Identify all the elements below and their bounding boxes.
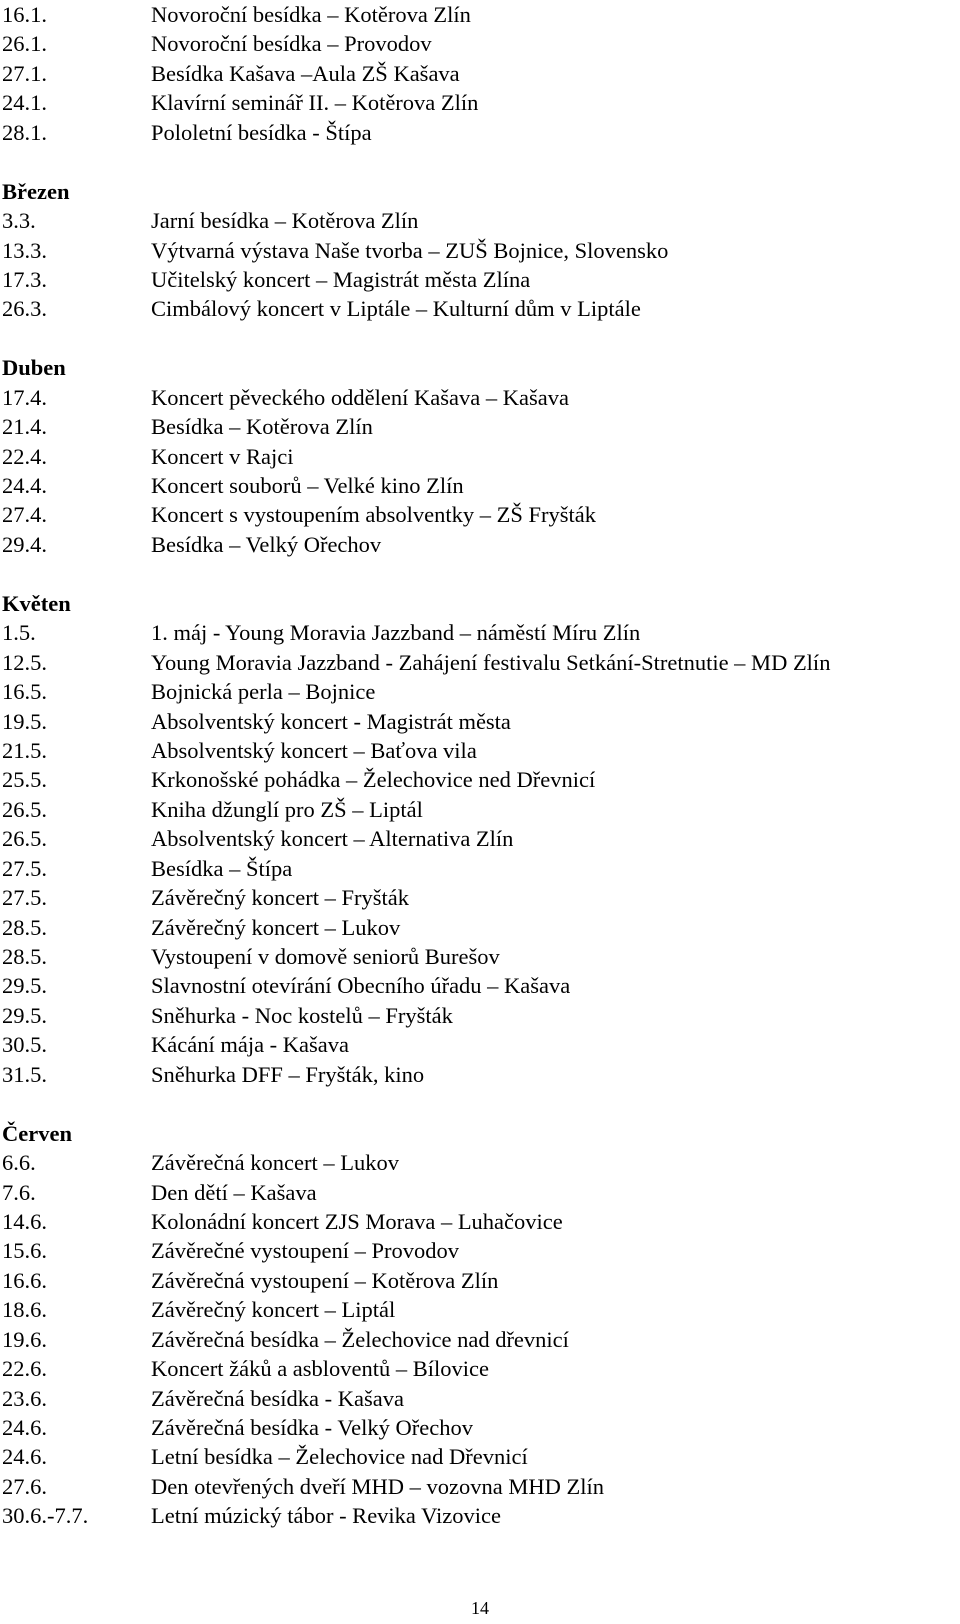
event-date: 29.4. <box>2 531 47 557</box>
schedule-row <box>2 795 952 824</box>
schedule-row <box>2 1501 952 1530</box>
event-title: Závěrečná besídka – Želechovice nad dřevnicí <box>151 1326 569 1352</box>
event-date: 28.5. <box>2 944 47 969</box>
schedule-row <box>2 265 952 294</box>
event-date: 31.5. <box>2 1061 47 1087</box>
event-title: Závěrečná besídka - Kašava <box>151 1385 404 1411</box>
event-title: Koncert souborů – Velké kino Zlín <box>151 473 464 498</box>
event-title: Letní múzický tábor - Revika Vizovice <box>151 1503 501 1529</box>
event-date: 27.5. <box>2 885 47 911</box>
event-date: 16.6. <box>2 1267 47 1293</box>
event-date: 22.4. <box>2 443 47 469</box>
event-title: Sněhurka DFF – Fryšták, kino <box>151 1061 425 1087</box>
event-title: Bojnická perla – Bojnice <box>151 679 376 705</box>
schedule-row <box>2 471 952 500</box>
schedule-row <box>2 236 952 265</box>
schedule-row <box>2 383 952 412</box>
schedule-row <box>2 677 952 706</box>
schedule-row <box>2 1413 952 1442</box>
event-date: 29.5. <box>2 1002 47 1028</box>
event-title: Novoroční besídka – Provodov <box>151 31 432 57</box>
event-date: 27.6. <box>2 1473 47 1499</box>
event-title: Učitelský koncert – Magistrát města Zlína <box>151 266 531 292</box>
schedule-row <box>2 1236 952 1265</box>
schedule-row <box>2 1295 952 1324</box>
event-title: Kolonádní koncert ZJS Morava – Luhačovice <box>151 1208 563 1234</box>
event-date: 22.6. <box>2 1356 47 1382</box>
event-title: 1. máj - Young Moravia Jazzband – náměstí Míru Zlín <box>151 620 641 646</box>
event-date: 1.5. <box>2 620 36 646</box>
event-title: Kácání mája - Kašava <box>151 1032 350 1058</box>
event-date: 16.5. <box>2 679 47 705</box>
event-title: Absolventský koncert – Baťova vila <box>151 737 477 763</box>
event-date: 17.3. <box>2 266 47 292</box>
event-title: Sněhurka - Noc kostelů – Fryšták <box>151 1002 453 1028</box>
schedule-row <box>2 1178 952 1207</box>
event-title: Slavnostní otevírání Obecního úřadu – Kašava <box>151 973 571 999</box>
event-title: Letní besídka – Želechovice nad Dřevnicí <box>151 1444 528 1470</box>
event-date: 24.1. <box>2 90 47 116</box>
schedule-row <box>2 1207 952 1236</box>
event-date: 27.1. <box>2 60 47 86</box>
schedule-row <box>2 59 952 88</box>
event-title: Výtvarná výstava Naše tvorba – ZUŠ Bojnice, Slovensko <box>151 237 669 263</box>
schedule-row <box>2 707 952 736</box>
event-date: 21.4. <box>2 414 47 440</box>
month-heading: Červen <box>2 1120 72 1146</box>
event-date: 26.5. <box>2 826 47 852</box>
event-date: 13.3. <box>2 237 47 263</box>
schedule-row <box>2 1266 952 1295</box>
schedule-row <box>2 942 952 971</box>
event-title: Pololetní besídka - Štípa <box>151 119 372 145</box>
schedule-row <box>2 971 952 1000</box>
schedule-row <box>2 1030 952 1059</box>
schedule-row <box>2 1472 952 1501</box>
event-title: Závěrečná besídka - Velký Ořechov <box>151 1415 473 1440</box>
event-title: Jarní besídka – Kotěrova Zlín <box>151 208 419 234</box>
event-date: 30.5. <box>2 1032 47 1058</box>
event-date: 21.5. <box>2 737 47 763</box>
event-date: 19.5. <box>2 708 47 734</box>
event-title: Young Moravia Jazzband - Zahájení festivalu Setkání-Stretnutie – MD Zlín <box>151 649 831 675</box>
schedule-row <box>2 1001 952 1030</box>
schedule-row <box>2 824 952 853</box>
section-spacer <box>2 1089 952 1118</box>
event-date: 6.6. <box>2 1150 36 1176</box>
schedule-row <box>2 1148 952 1177</box>
event-date: 24.6. <box>2 1415 47 1440</box>
event-title: Vystoupení v domově seniorů Burešov <box>151 944 500 969</box>
event-date: 15.6. <box>2 1238 47 1264</box>
event-title: Cimbálový koncert v Liptále – Kulturní dům v Liptále <box>151 296 641 322</box>
event-date: 29.5. <box>2 973 47 999</box>
event-title: Závěrečný koncert – Fryšták <box>151 885 410 911</box>
event-title: Besídka – Kotěrova Zlín <box>151 414 373 440</box>
schedule-row <box>2 1354 952 1383</box>
schedule-row <box>2 206 952 235</box>
event-date: 26.1. <box>2 31 47 57</box>
event-date: 16.1. <box>2 2 47 27</box>
event-date: 26.3. <box>2 296 47 322</box>
event-title: Absolventský koncert – Alternativa Zlín <box>151 826 514 852</box>
event-date: 27.5. <box>2 855 47 881</box>
event-title: Klavírní seminář II. – Kotěrova Zlín <box>151 90 479 116</box>
schedule-row <box>2 736 952 765</box>
event-title: Den otevřených dveří MHD – vozovna MHD Zlín <box>151 1473 605 1499</box>
event-date: 12.5. <box>2 649 47 675</box>
schedule-row <box>2 913 952 942</box>
schedule-row <box>2 294 952 323</box>
event-title: Závěrečná koncert – Lukov <box>151 1150 400 1176</box>
event-title: Koncert pěveckého oddělení Kašava – Kašava <box>151 384 569 410</box>
event-date: 30.6.-7.7. <box>2 1503 89 1529</box>
event-date: 28.1. <box>2 119 47 145</box>
event-title: Absolventský koncert - Magistrát města <box>151 708 511 734</box>
month-heading: Květen <box>2 590 71 616</box>
schedule-row <box>2 765 952 794</box>
event-title: Kniha džunglí pro ZŠ – Liptál <box>151 796 423 822</box>
schedule-row <box>2 648 952 677</box>
event-date: 14.6. <box>2 1208 47 1234</box>
event-title: Novoroční besídka – Kotěrova Zlín <box>151 2 471 27</box>
event-date: 24.4. <box>2 473 47 498</box>
event-date: 28.5. <box>2 914 47 940</box>
event-title: Koncert žáků a asbloventů – Bílovice <box>151 1356 490 1382</box>
event-title: Krkonošské pohádka – Želechovice ned Dřevnicí <box>151 767 596 793</box>
schedule-row <box>2 118 952 147</box>
schedule-row <box>2 854 952 883</box>
event-title: Závěrečný koncert – Lukov <box>151 914 401 940</box>
event-date: 3.3. <box>2 208 36 234</box>
event-title: Koncert v Rajci <box>151 443 294 469</box>
month-heading: Březen <box>2 178 70 204</box>
schedule-row <box>2 1442 952 1471</box>
schedule-row <box>2 88 952 117</box>
event-title: Závěrečný koncert – Liptál <box>151 1297 396 1323</box>
section-spacer <box>2 324 952 353</box>
schedule-row <box>2 1325 952 1354</box>
event-title: Závěrečné vystoupení – Provodov <box>151 1238 460 1264</box>
schedule-row <box>2 883 952 912</box>
event-date: 27.4. <box>2 502 47 528</box>
schedule-row <box>2 500 952 529</box>
event-date: 7.6. <box>2 1179 36 1205</box>
schedule-row <box>2 412 952 441</box>
month-heading: Duben <box>2 355 66 381</box>
event-date: 24.6. <box>2 1444 47 1470</box>
event-title: Besídka Kašava –Aula ZŠ Kašava <box>151 60 460 86</box>
event-date: 23.6. <box>2 1385 47 1411</box>
schedule-row <box>2 0 952 29</box>
schedule-row <box>2 1384 952 1413</box>
section-spacer <box>2 147 952 176</box>
event-title: Besídka – Velký Ořechov <box>151 531 382 557</box>
section-spacer <box>2 559 952 588</box>
event-title: Den dětí – Kašava <box>151 1179 317 1205</box>
event-schedule <box>2 0 952 1531</box>
page-number: 14 <box>471 1598 489 1618</box>
schedule-row <box>2 618 952 647</box>
event-date: 18.6. <box>2 1297 47 1323</box>
event-date: 17.4. <box>2 384 47 410</box>
event-date: 19.6. <box>2 1326 47 1352</box>
schedule-row <box>2 442 952 471</box>
event-title: Koncert s vystoupením absolventky – ZŠ Fryšták <box>151 502 596 528</box>
event-title: Besídka – Štípa <box>151 855 293 881</box>
schedule-row <box>2 1060 952 1089</box>
event-date: 25.5. <box>2 767 47 793</box>
schedule-row <box>2 29 952 58</box>
event-date: 26.5. <box>2 796 47 822</box>
schedule-row <box>2 530 952 559</box>
event-title: Závěrečná vystoupení – Kotěrova Zlín <box>151 1267 499 1293</box>
